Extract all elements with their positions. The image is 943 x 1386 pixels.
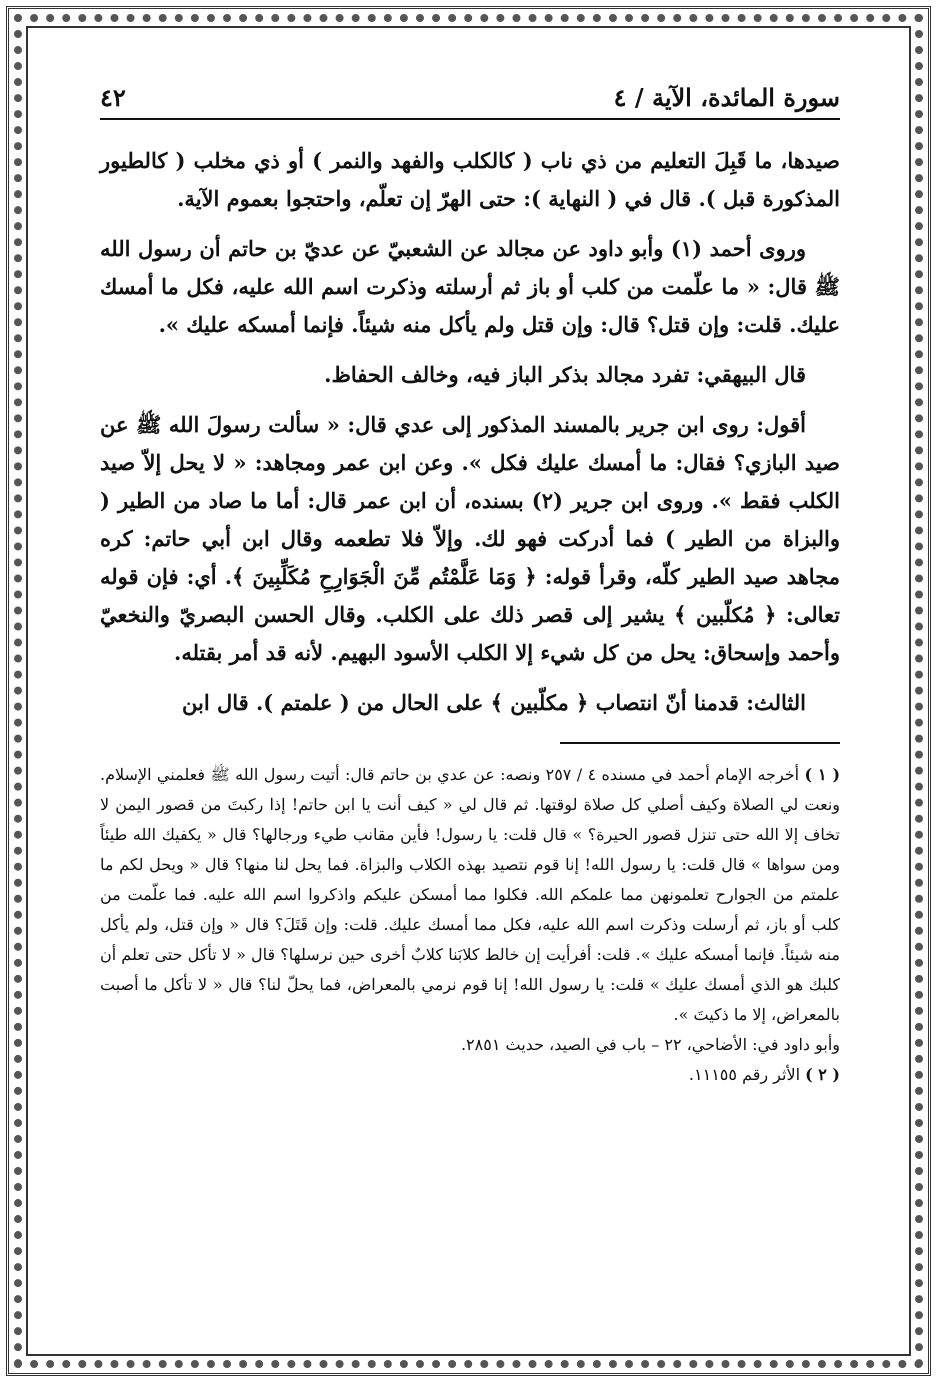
footnote-2-text: الأثر رقم ١١١٥٥. — [688, 1065, 801, 1084]
surah-title: سورة المائدة، الآية / ٤ — [613, 83, 840, 112]
footnotes — [100, 760, 840, 1090]
page-number: ٤٢ — [100, 83, 126, 112]
footnote-separator — [560, 742, 840, 744]
footnote-1-number: ( ١ ) — [804, 765, 841, 784]
footnote-1-text: أخرجه الإمام أحمد في مسنده ٤ / ٢٥٧ ونصه: عن عدي بن حاتم قال: أتيت رسول الله ﷺ فعلمني الإسلام. ونعت لي الصلاة وكيف أصلي كل صلاة لوقتها. ثم قال لي « كيف أنت يا ابن حاتم! إذا ركبتَ من قصور اليمن لا تخاف إلا الله حتى تنزل قصور الحيرة؟ » قال قلت: يا رسول! فأين مقانب طيء ورجالها؟ قال « يكفيك الله طيئاً ومن سواها » قال قلت: يا رسول الله! إنا قوم نتصيد بهذه الكلاب والبزاة. فما يحل لنا منها؟ قال « ويحل لكم ما علمتم من الجوارح تعلمونهن مما علمكم الله. فكلوا مما أمسكن عليكم واذكروا اسم الله عليه. فما علّمت من كلب أو باز، ثم أرسلت وذكرت اسم الله عليه، فكل مما أمسك عليك. قلت: وإن قَتَلَ؟ قال « وإن قتل، ولم يأكل منه شيئاً. فإنما أمسكه عليك ». قلت: أفرأيت إن خالط كلابَنا كلابٌ أخرى حين نرسلها؟ قال « لا تأكل حتى تعلم أن كلبك هو الذي أمسك عليك » قلت: يا رسول الله! إنا قوم نرمي بالمعراض، فما يحلّ لنا؟ قال « لا تأكل ما أصبت بالمعراض، إلا ما ذكيتَ ». — [100, 765, 841, 1024]
main-text — [100, 142, 840, 722]
footnote-1-extra: وأبو داود في: الأضاحي، ٢٢ – باب في الصيد، حديث ٢٨٥١. — [460, 1035, 840, 1054]
footnote-2 — [100, 1060, 840, 1090]
footnote-2-number: ( ٢ ) — [805, 1065, 840, 1084]
paragraph-1: صيدها، ما قَبِلَ التعليم من ذي ناب ( كالكلب والفهد والنمر ) أو ذي مخلب ( كالطيور المذكورة قبل ). قال في ( النهاية ): حتى الهرّ إن تعلّم، واحتجوا بعموم الآية. — [100, 148, 840, 211]
page-header — [100, 60, 840, 120]
paragraph-3: قال البيهقي: تفرد مجالد بذكر الباز فيه، وخالف الحفاظ. — [324, 362, 806, 387]
paragraph-2: وروى أحمد (١) وأبو داود عن مجالد عن الشعبيّ عن عديّ بن حاتم أن رسول الله ﷺ قال: « ما علّمت من كلب أو باز ثم أرسلته وذكرت اسم الله عليه، فكل ما أمسك عليك. قلت: وإن قتل؟ قال: وإن قتل ولم يأكل منه شيئاً. فإنما أمسكه عليك ». — [100, 236, 840, 337]
book-page — [100, 60, 840, 1330]
footnote-1 — [100, 760, 840, 1030]
paragraph-5: الثالث: قدمنا أنّ انتصاب ﴿ مكلّبين ﴾ على الحال من ( علمتم ). قال ابن — [181, 690, 806, 715]
paragraph-4: أقول: روى ابن جرير بالمسند المذكور إلى عدي قال: « سألت رسولَ الله ﷺ عن صيد البازي؟ فقال: ما أمسك عليك فكل ». وعن ابن عمر ومجاهد: « لا يحل إلاّ صيد الكلب فقط ». وروى ابن جرير (٢) بسنده، أن ابن عمر قال: أما ما صاد من الطير ( والبزاة من الطير ) فما أدركت فهو لك. وإلاّ فلا تطعمه وقال ابن أبي حاتم: كره مجاهد صيد الطير كلّه، وقرأ قوله: ﴿ وَمَا عَلَّمْتُم مِّنَ الْجَوَارِحِ مُكَلِّبِينَ ﴾. أي: فإن قوله تعالى: ﴿ مُكلّبين ﴾ يشير إلى قصر ذلك على الكلب. وقال الحسن البصريّ والنخعيّ وأحمد وإسحاق: يحل من كل شيء إلا الكلب الأسود البهيم. لأنه قد أمر بقتله. — [100, 412, 841, 665]
